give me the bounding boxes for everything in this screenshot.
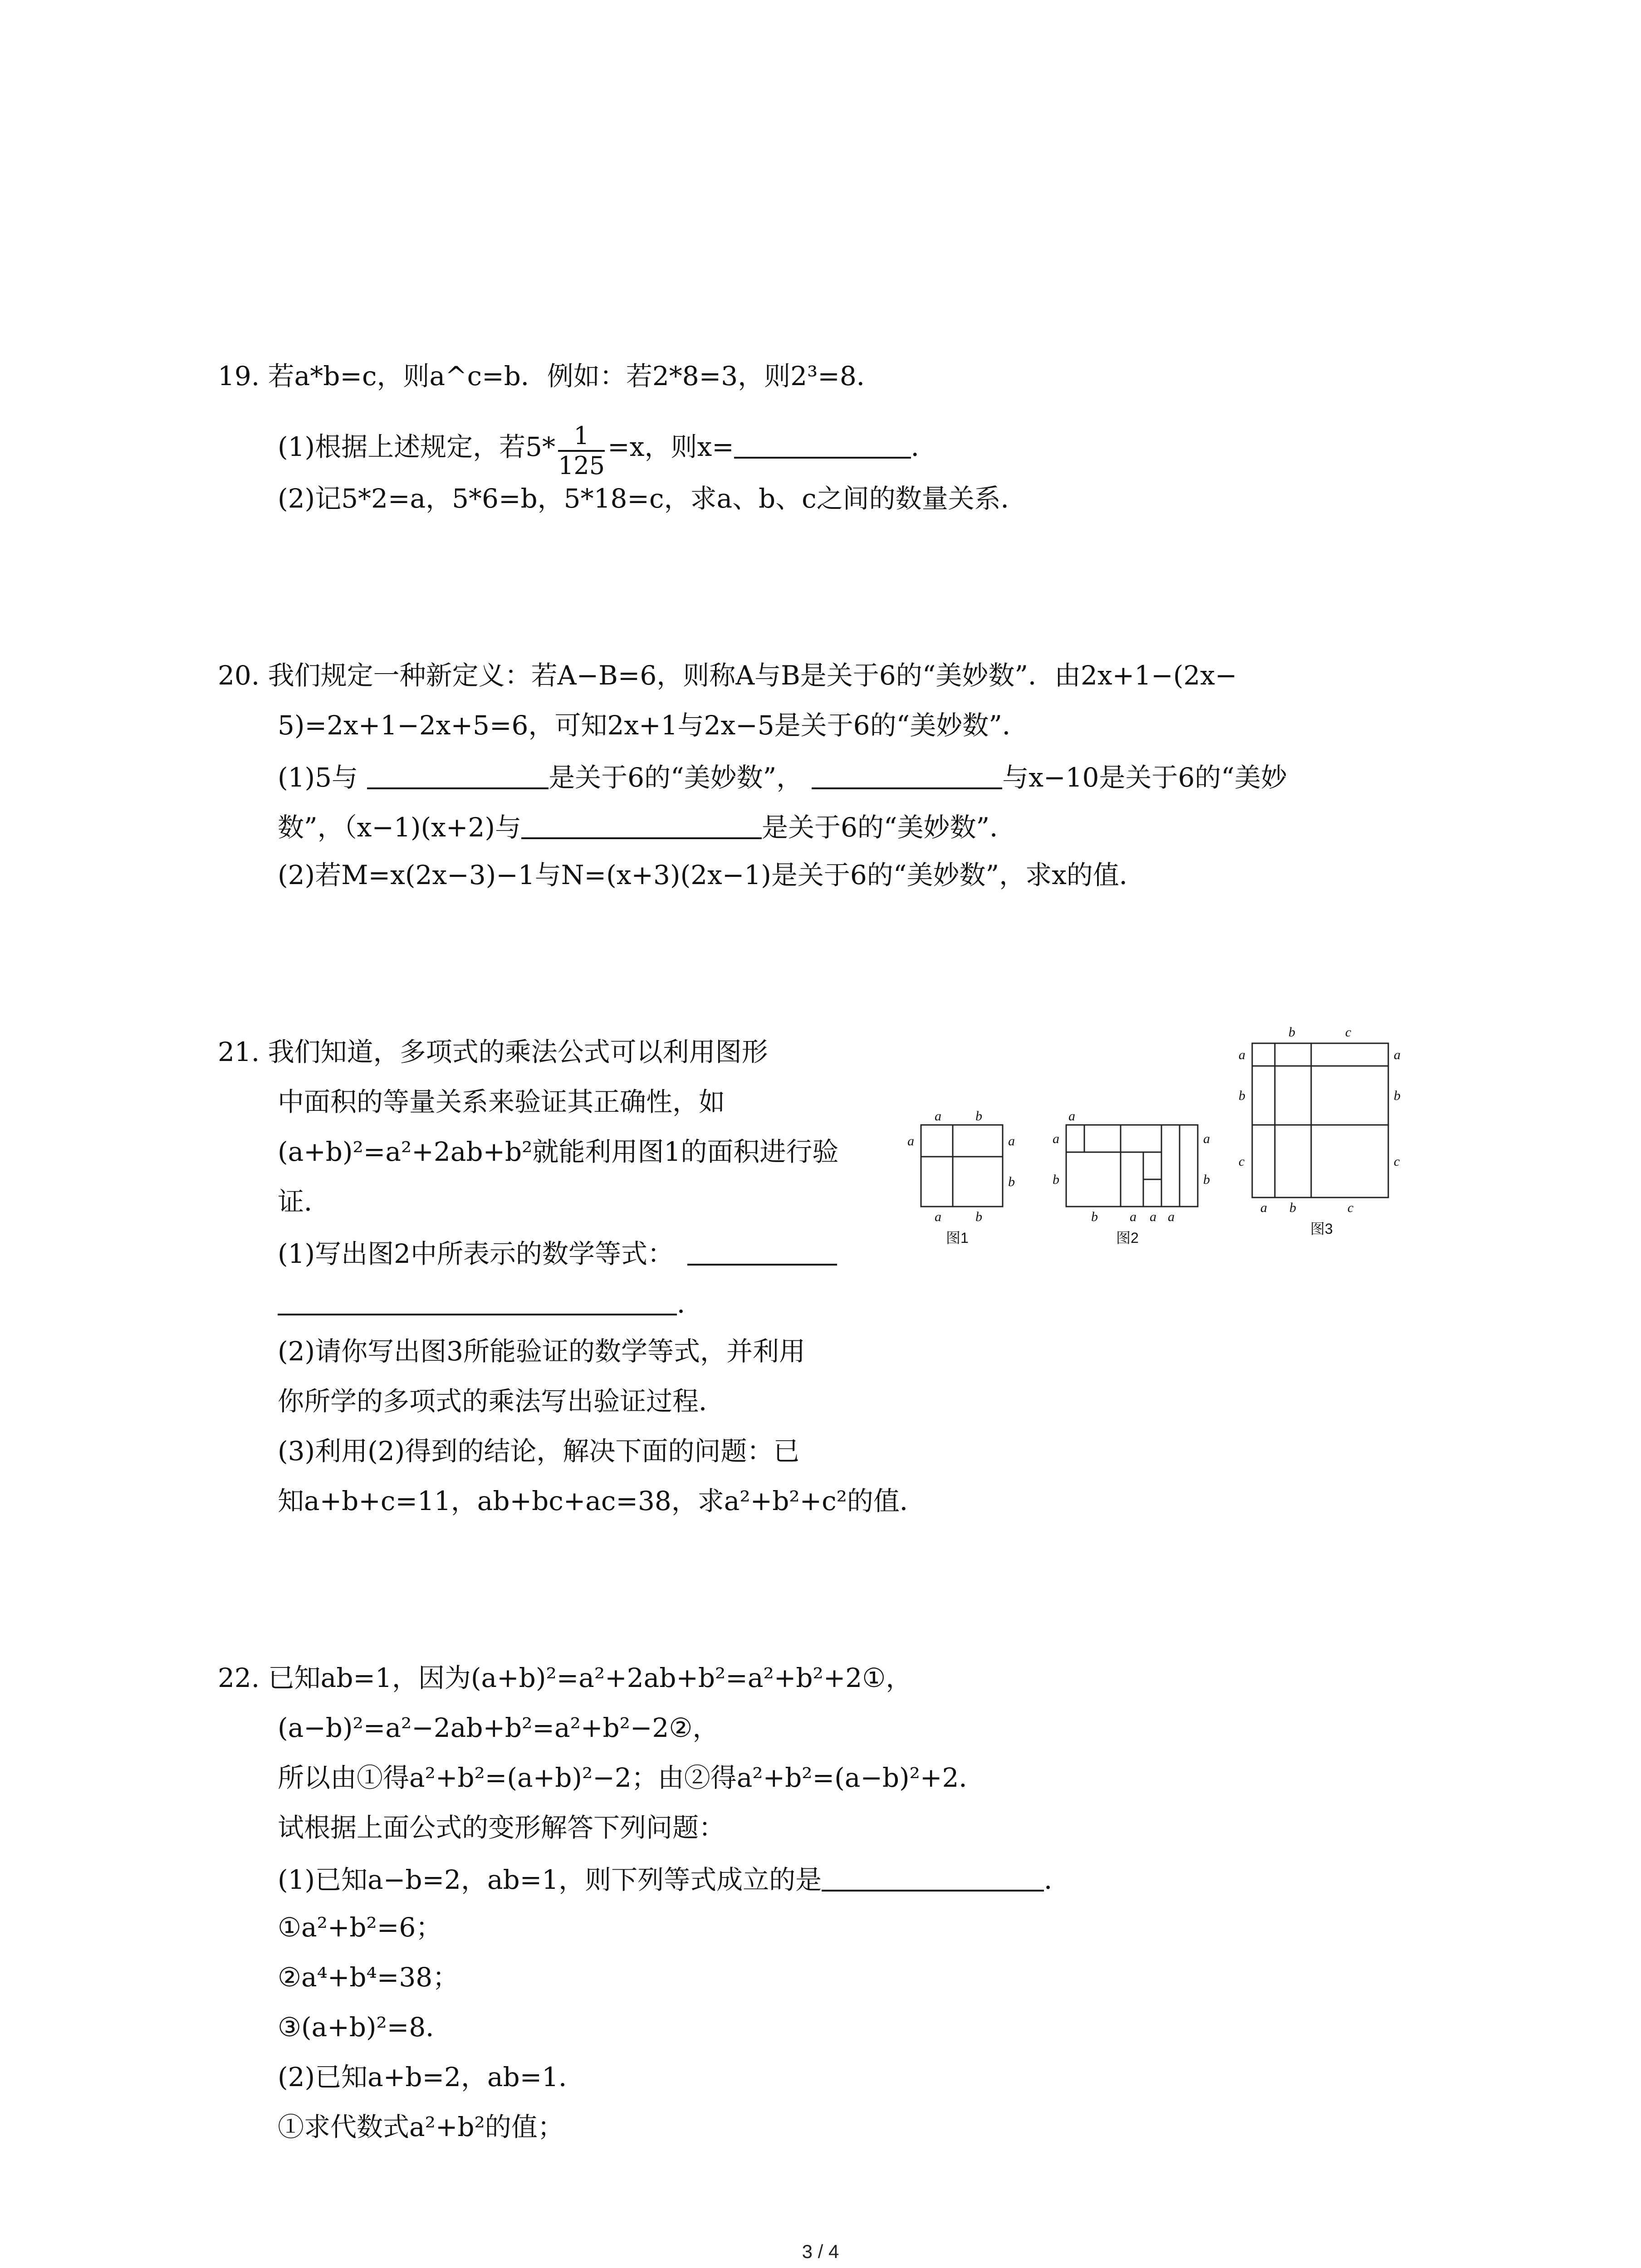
fig2-right-b: b — [1203, 1172, 1210, 1187]
q20-line3-c: 与x−10是关于6的“美妙 — [1002, 762, 1287, 793]
fig3-caption: 图3 — [1310, 1221, 1333, 1237]
fig3-right-b: b — [1394, 1088, 1401, 1103]
fig3-bottom-c: c — [1347, 1200, 1354, 1215]
fig2-top-a: a — [1068, 1109, 1075, 1124]
q22-line3: 所以由①得a²+b²=(a+b)²−2；由②得a²+b²=(a−b)²+2． — [278, 1762, 985, 1793]
fig2-left-b: b — [1053, 1172, 1059, 1187]
q22-line6: ①a²+b²=6； — [278, 1912, 442, 1943]
q19-line3: (2)记5*2=a，5*6=b，5*18=c，求a、b、c之间的数量关系． — [278, 483, 1027, 514]
q20-blank-3[interactable] — [521, 812, 762, 839]
figure-2-diagram — [1048, 1102, 1220, 1256]
q19-line2-suffix: =x，则x= — [607, 431, 734, 463]
fig2-bottom-a2: a — [1150, 1209, 1156, 1224]
fig1-caption: 图1 — [946, 1230, 969, 1246]
fig1-right-b: b — [1008, 1174, 1015, 1189]
q20-line3-a: (1)5与 — [278, 762, 358, 793]
fig2-left-a: a — [1053, 1131, 1059, 1146]
q22-line8: ③(a+b)²=8． — [278, 2012, 452, 2043]
q19-answer-blank[interactable] — [734, 431, 911, 459]
q22-line10: ①求代数式a²+b²的值； — [278, 2112, 564, 2142]
fig2-bottom-a1: a — [1130, 1209, 1136, 1224]
fig3-right-c: c — [1394, 1154, 1400, 1169]
q20-blank-1[interactable] — [367, 762, 549, 789]
q20-line4-a: 数”，（x−1)(x+2)与 — [278, 812, 521, 843]
q19-line2-prefix: (1)根据上述规定，若5* — [278, 431, 556, 463]
q21-line6-end: ． — [677, 1288, 704, 1319]
q19-line2-end: ． — [911, 431, 937, 463]
q22-line4: 试根据上面公式的变形解答下列问题： — [278, 1812, 725, 1843]
q22-line2: (a−b)²=a²−2ab+b²=a²+b²−2②， — [278, 1712, 719, 1743]
q20-line4-b: 是关于6的“美妙数”． — [761, 812, 1016, 843]
q20-line3 — [278, 762, 1287, 791]
q22-line5-end: ． — [1044, 1864, 1071, 1895]
fig2-caption: 图2 — [1116, 1230, 1139, 1246]
q22-line5-text: (1)已知a−b=2，ab=1，则下列等式成立的是 — [278, 1864, 822, 1895]
q20-line2: 5)=2x+1−2x+5=6，可知2x+1与2x−5是关于6的“美妙数”． — [278, 710, 1029, 741]
q21-line7: (2)请你写出图3所能验证的数学等式，并利用 — [278, 1336, 806, 1367]
q20-line5: (2)若M=x(2x−3)−1与N=(x+3)(2x−1)是关于6的“美妙数”，求x的值． — [278, 860, 1146, 890]
q20-line1: 20. 我们规定一种新定义：若A−B=6，则称A与B是关于6的“美妙数”．由2x+1−(2x− — [218, 660, 1237, 691]
q21-blank-1b[interactable] — [278, 1288, 677, 1315]
q22-line5 — [278, 1864, 1070, 1893]
figure-1-diagram — [903, 1102, 1021, 1256]
q19-line2 — [278, 422, 937, 480]
fig2-bottom-a3: a — [1168, 1209, 1175, 1224]
q21-blank-1a[interactable] — [687, 1238, 837, 1266]
fig3-top-c: c — [1345, 1025, 1352, 1040]
q22-line7: ②a⁴+b⁴=38； — [278, 1962, 459, 1993]
figure-1 — [903, 1102, 1021, 1258]
fig3-top-b: b — [1288, 1025, 1295, 1040]
q21-line5 — [278, 1238, 837, 1267]
q21-line1: 21. 我们知道，多项式的乘法公式可以利用图形 — [218, 1036, 768, 1067]
fig1-top-b: b — [975, 1109, 982, 1124]
figure-2 — [1048, 1102, 1220, 1258]
fig2-bottom-b: b — [1091, 1209, 1098, 1224]
q22-line9: (2)已知a+b=2，ab=1． — [278, 2062, 585, 2092]
fig3-left-b: b — [1239, 1088, 1245, 1103]
fig1-bottom-b: b — [975, 1209, 982, 1224]
fig3-left-a: a — [1239, 1047, 1245, 1062]
q21-line8: 你所学的多项式的乘法写出验证过程． — [278, 1386, 725, 1417]
q21-line4: 证． — [278, 1186, 331, 1217]
q21-line5-text: (1)写出图2中所表示的数学等式： — [278, 1238, 674, 1269]
page-number: 3 / 4 — [802, 2241, 839, 2262]
fraction-numerator: 1 — [558, 422, 605, 452]
fig1-left-a: a — [907, 1134, 914, 1149]
fig1-bottom-a: a — [935, 1209, 941, 1224]
figure-3-diagram — [1234, 1016, 1425, 1243]
q21-line10: 知a+b+c=11，ab+bc+ac=38，求a²+b²+c²的值． — [278, 1486, 926, 1516]
fig1-top-a: a — [935, 1109, 941, 1124]
q21-line3: (a+b)²=a²+2ab+b²就能利用图1的面积进行验 — [278, 1136, 839, 1167]
fraction — [558, 422, 605, 480]
fraction-denominator: 125 — [558, 451, 605, 480]
q21-line6 — [278, 1288, 703, 1317]
fig3-left-c: c — [1239, 1154, 1245, 1169]
q22-answer-blank[interactable] — [822, 1864, 1044, 1892]
q21-line2: 中面积的等量关系来验证其正确性，如 — [278, 1086, 725, 1117]
q22-line1: 22. 已知ab=1，因为(a+b)²=a²+2ab+b²=a²+b²+2①， — [218, 1662, 912, 1693]
q19-line1: 19. 若a*b=c，则a^c=b．例如：若2*8=3，则2³=8． — [218, 361, 883, 391]
fig3-bottom-a: a — [1260, 1200, 1267, 1215]
fig2-right-a: a — [1203, 1131, 1210, 1146]
q20-blank-2[interactable] — [812, 762, 1002, 789]
q21-line9: (3)利用(2)得到的结论，解决下面的问题：已 — [278, 1436, 800, 1466]
q20-line3-b: 是关于6的“美妙数”， — [549, 762, 803, 793]
figure-3 — [1234, 1016, 1425, 1245]
q20-line4 — [278, 812, 1016, 841]
fig3-bottom-b: b — [1289, 1200, 1296, 1215]
fig1-right-a: a — [1008, 1134, 1015, 1149]
fig3-right-a: a — [1394, 1047, 1401, 1062]
